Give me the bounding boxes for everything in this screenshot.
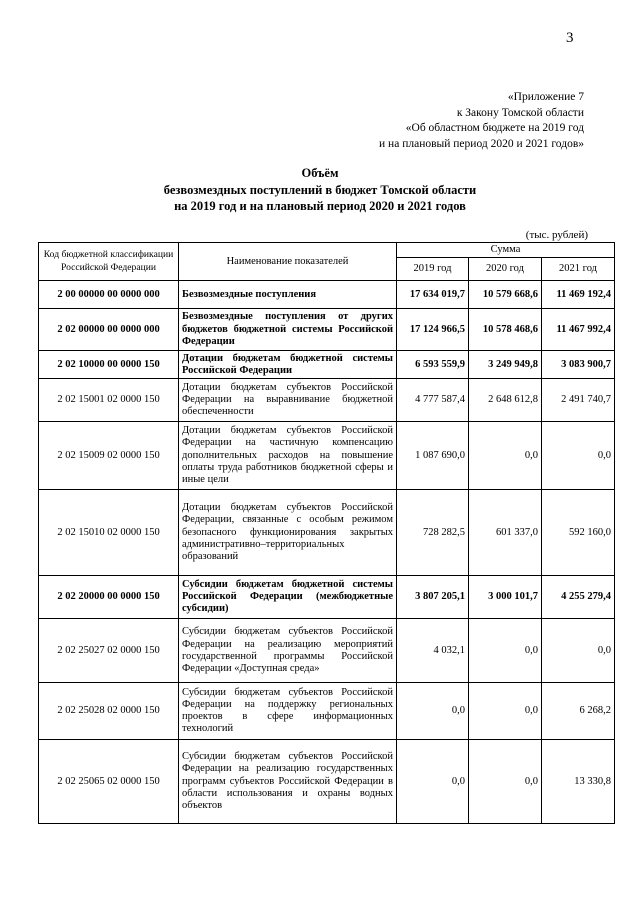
row-value-2019: 728 282,5 <box>397 490 469 576</box>
row-value-2021: 0,0 <box>542 619 615 683</box>
row-value-2021: 2 491 740,7 <box>542 379 615 422</box>
row-name: Дотации бюджетам субъектов Российской Федерации на частичную компенсацию дополнительных расходов на повышение оплаты труда работников бюджетной сферы и иные цели <box>179 422 397 490</box>
row-name: Субсидии бюджетам субъектов Российской Федерации на реализацию государственных программ субъектов Российской Федерации в области использования и охраны водных объектов <box>179 740 397 824</box>
appendix-line: «Приложение 7 <box>507 91 584 103</box>
row-value-2019: 17 634 019,7 <box>397 281 469 309</box>
table-row <box>39 683 615 740</box>
row-code: 2 02 15001 02 0000 150 <box>39 379 179 422</box>
row-value-2021: 11 467 992,4 <box>542 309 615 351</box>
appendix-line: к Закону Томской области <box>456 106 584 119</box>
appendix-reference <box>254 90 584 152</box>
row-name: Дотации бюджетам субъектов Российской Федерации, связанные с особым режимом безопасного функционирования закрытых административно–территориальных образований <box>179 490 397 576</box>
row-code: 2 02 25028 02 0000 150 <box>39 683 179 740</box>
row-value-2021: 0,0 <box>542 422 615 490</box>
document-title <box>0 165 640 215</box>
header-2020: 2020 год <box>469 258 542 281</box>
row-value-2019: 4 032,1 <box>397 619 469 683</box>
row-value-2019: 1 087 690,0 <box>397 422 469 490</box>
row-value-2020: 3 249 949,8 <box>469 351 542 379</box>
row-name: Субсидии бюджетам субъектов Российской Федерации на поддержку региональных проектов в сфере информационных технологий <box>179 683 397 740</box>
title-line: на 2019 год и на плановый период 2020 и 2021 годов <box>174 199 466 213</box>
table-row <box>39 619 615 683</box>
row-code: 2 02 15010 02 0000 150 <box>39 490 179 576</box>
table-row <box>39 740 615 824</box>
title-line: безвозмездных поступлений в бюджет Томской области <box>163 182 477 197</box>
row-value-2019: 17 124 966,5 <box>397 309 469 351</box>
row-value-2019: 3 807 205,1 <box>397 576 469 619</box>
row-code: 2 02 00000 00 0000 000 <box>39 309 179 351</box>
header-2021: 2021 год <box>542 258 615 281</box>
row-name: Дотации бюджетам субъектов Российской Федерации на выравнивание бюджетной обеспеченности <box>179 379 397 422</box>
row-value-2019: 6 593 559,9 <box>397 351 469 379</box>
header-sum: Сумма <box>397 243 615 258</box>
row-value-2020: 601 337,0 <box>469 490 542 576</box>
row-name: Безвозмездные поступления <box>179 281 397 309</box>
row-value-2020: 0,0 <box>469 619 542 683</box>
row-value-2019: 0,0 <box>397 683 469 740</box>
row-value-2021: 6 268,2 <box>542 683 615 740</box>
row-value-2020: 0,0 <box>469 683 542 740</box>
table-row <box>39 379 615 422</box>
row-value-2021: 13 330,8 <box>542 740 615 824</box>
table-header-row <box>39 243 615 258</box>
row-value-2021: 3 083 900,7 <box>542 351 615 379</box>
row-value-2019: 4 777 587,4 <box>397 379 469 422</box>
row-value-2020: 0,0 <box>469 740 542 824</box>
appendix-line: «Об областном бюджете на 2019 год <box>405 122 584 134</box>
row-value-2020: 3 000 101,7 <box>469 576 542 619</box>
row-code: 2 02 10000 00 0000 150 <box>39 351 179 379</box>
row-code: 2 02 20000 00 0000 150 <box>39 576 179 619</box>
row-value-2020: 0,0 <box>469 422 542 490</box>
row-value-2021: 592 160,0 <box>542 490 615 576</box>
row-value-2019: 0,0 <box>397 740 469 824</box>
row-name: Дотации бюджетам бюджетной системы Российской Федерации <box>179 351 397 379</box>
row-name: Безвозмездные поступления от других бюджетов бюджетной системы Российской Федерации <box>179 309 397 351</box>
row-code: 2 02 25027 02 0000 150 <box>39 619 179 683</box>
table-row <box>39 576 615 619</box>
header-2019: 2019 год <box>397 258 469 281</box>
appendix-line: и на плановый период 2020 и 2021 годов» <box>379 137 584 150</box>
table-row <box>39 351 615 379</box>
budget-table <box>38 242 615 824</box>
title-line: Объём <box>301 166 339 180</box>
row-name: Субсидии бюджетам бюджетной системы Российской Федерации (межбюджетные субсидии) <box>179 576 397 619</box>
row-value-2020: 2 648 612,8 <box>469 379 542 422</box>
header-code: Код бюджетной классификации Российской Федерации <box>39 243 179 281</box>
table-row <box>39 422 615 490</box>
header-name: Наименование показателей <box>179 243 397 281</box>
row-code: 2 02 25065 02 0000 150 <box>39 740 179 824</box>
table-row <box>39 309 615 351</box>
row-code: 2 02 15009 02 0000 150 <box>39 422 179 490</box>
row-value-2020: 10 579 668,6 <box>469 281 542 309</box>
units-label: (тыс. рублей) <box>525 229 588 241</box>
table-row <box>39 281 615 309</box>
row-code: 2 00 00000 00 0000 000 <box>39 281 179 309</box>
page-number: 3 <box>566 30 574 46</box>
row-value-2021: 4 255 279,4 <box>542 576 615 619</box>
row-value-2020: 10 578 468,6 <box>469 309 542 351</box>
row-name: Субсидии бюджетам субъектов Российской Федерации на реализацию мероприятий государственной программы Российской Федерации «Доступная среда» <box>179 619 397 683</box>
row-value-2021: 11 469 192,4 <box>542 281 615 309</box>
table-row <box>39 490 615 576</box>
